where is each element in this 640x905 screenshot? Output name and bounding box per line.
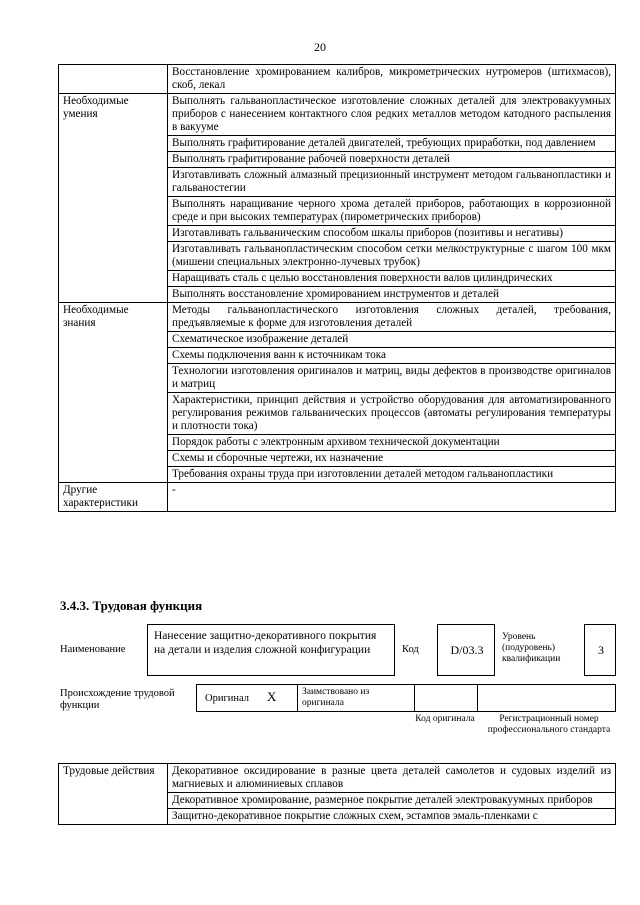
labor-actions-table [58,763,616,825]
row-item: Технологии изготовления оригиналов и матриц, виды дефектов в производстве оригиналов и матриц [168,364,616,393]
row-item: Выполнять гальванопластическое изготовление сложных деталей для электровакуумных приборов с нанесением контактного слоя редких металлов методом катодного распыления в вакууме [168,94,616,136]
reg-number-label: Регистрационный номер профессионального стандарта [487,714,611,735]
origin-label: Происхождение трудовой функции [60,688,175,711]
row-category: Другие характеристики [59,483,168,512]
name-label: Наименование [60,644,126,655]
row-item: Характеристики, принцип действия и устройство оборудования для автоматизированного регулирования режимов гальванических процессов (автоматы регулирования температуры и плотности тока) [168,393,616,435]
function-name: Нанесение защитно-декоративного покрытия на детали и изделия сложной конфигурации [154,630,377,656]
row-item: Схемы и сборочные чертежи, их назначение [168,451,616,467]
row-item: Методы гальванопластического изготовления сложных деталей, требования, предъявляемые к форме для изготовления деталей [168,303,616,332]
level-value: 3 [598,643,604,657]
table-row [59,65,616,94]
row-item: Требования охраны труда при изготовлении деталей методом гальванопластики [168,467,616,483]
row-item: Защитно-декоративное покрытие сложных схем, эстампов эмаль-пленками с [168,809,616,825]
table-row [59,94,616,136]
code-value-box [437,624,495,676]
skills-knowledge-table [58,64,616,512]
level-label: Уровень (подуровень) квалификации [502,632,561,664]
row-item: Изготавливать гальванопластическим способом сетки мелкоструктурные с шагом 100 мкм (мишени специальных электронно-лучевых трубок) [168,242,616,271]
code-original-cell [415,685,478,711]
row-item: Наращивать сталь с целью восстановления поверхности валов цилиндрических [168,271,616,287]
row-category: Трудовые действия [59,764,168,825]
borrowed-label: Заимствовано из оригинала [302,687,370,708]
code-label: Код [402,644,419,655]
row-item: Изготавливать гальваническим способом шкалы приборов (позитивы и негативы) [168,226,616,242]
section-title: 3.4.3. Трудовая функция [60,598,203,613]
row-item: Схематическое изображение деталей [168,332,616,348]
origin-row [196,684,616,712]
code-original-label: Код оригинала [415,714,475,724]
row-category: Необходимые знания [59,303,168,483]
row-item: Выполнять графитирование рабочей поверхности деталей [168,152,616,168]
borrowed-cell [298,685,415,711]
table-row [59,303,616,332]
row-item: - [168,483,616,512]
original-label: Оригинал [205,693,249,704]
name-value-box [147,624,395,676]
row-category: Необходимые умения [59,94,168,303]
page-bottom-margin [0,860,640,905]
row-item: Выполнять восстановление хромированием инструментов и деталей [168,287,616,303]
row-item: Изготавливать сложный алмазный прецизионный инструмент методом гальванопластики и гальваностегии [168,168,616,197]
code-value: D/03.3 [450,643,484,657]
row-item: Выполнять наращивание черного хрома деталей приборов, работающих в коррозионной среде и при высоких температурах (пирометрических приборов) [168,197,616,226]
row-item: Выполнять графитирование деталей двигателей, требующих приработки, под давлением [168,136,616,152]
level-value-box [584,624,616,676]
row-item: Декоративное оксидирование в разные цвета деталей самолетов и судовых изделий из магниевых и алюминиевых сплавов [168,764,616,793]
row-item: Декоративное хромирование, размерное покрытие деталей электровакуумных приборов [168,793,616,809]
row-category [59,65,168,94]
row-item: Восстановление хромированием калибров, микрометрических нутромеров (штихмасов), скоб, лекал [168,65,616,94]
row-item: Схемы подключения ванн к источникам тока [168,348,616,364]
page-number: 20 [314,40,326,54]
original-mark: X [267,689,277,704]
row-item: Порядок работы с электронным архивом технической документации [168,435,616,451]
table-row [59,483,616,512]
table-row [59,764,616,793]
original-cell [197,685,298,711]
